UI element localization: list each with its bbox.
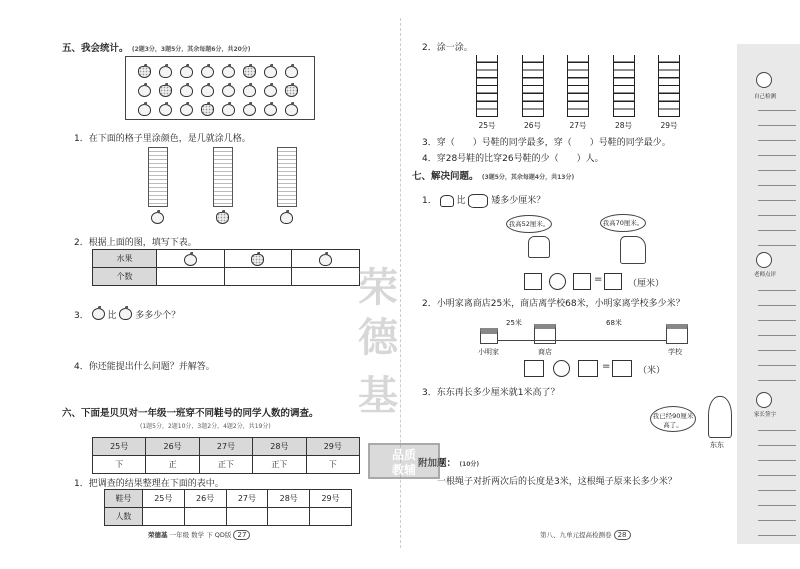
page-number-left: 27 bbox=[233, 530, 250, 540]
extra-score: (10分) bbox=[459, 461, 480, 468]
side-writing-line bbox=[758, 185, 796, 186]
side-writing-line bbox=[758, 125, 796, 126]
check-self-icon bbox=[756, 72, 772, 88]
strawberry-icon bbox=[285, 85, 298, 97]
peach-icon bbox=[222, 104, 235, 116]
peach-icon bbox=[285, 104, 298, 116]
eq2-equals: = bbox=[602, 361, 611, 372]
deer-small-icon bbox=[440, 195, 454, 207]
apple-icon bbox=[159, 104, 172, 116]
apple-icon bbox=[151, 212, 164, 224]
watermark-stamp bbox=[368, 443, 440, 479]
side-writing-line bbox=[758, 350, 796, 351]
shoe-size-2: 27号 bbox=[226, 490, 268, 508]
s6-question-1: 1．把调查的结果整理在下面的表中。 bbox=[74, 479, 224, 489]
badge-self-check: 自己检测 bbox=[753, 94, 776, 100]
eq1-unit: （厘米） bbox=[628, 279, 665, 289]
tally-mark-3: 正下 bbox=[253, 456, 306, 474]
house-icon bbox=[480, 328, 498, 344]
eq1-equals: = bbox=[594, 274, 603, 285]
shop-icon bbox=[534, 324, 556, 344]
apple-icon bbox=[201, 66, 214, 78]
person-dongdong: 东东 bbox=[710, 441, 724, 449]
eq1-result-box[interactable] bbox=[604, 273, 622, 290]
s5-question-1: 1．在下面的格子里涂颜色，是几就涂几格。 bbox=[74, 134, 251, 144]
ladder-column-0[interactable] bbox=[476, 55, 498, 117]
apple-icon bbox=[180, 104, 193, 116]
extra-title: 附加题： (10分) bbox=[418, 458, 480, 469]
tally-size-4: 29号 bbox=[306, 438, 359, 456]
r-question-2: 2．涂一涂。 bbox=[422, 43, 473, 53]
footer-brand: 荣德基 bbox=[148, 531, 168, 539]
footer-text: 一年级 数学 下 QD版 bbox=[169, 531, 232, 539]
peach-icon bbox=[319, 254, 332, 266]
section6-score: (1题5分，2题10分，3题2分，4题2分，共19分) bbox=[140, 423, 271, 430]
right-footer bbox=[540, 530, 631, 540]
section6-title: 六、下面是贝贝对一年级一班穿不同鞋号的同学人数的调查。 bbox=[62, 408, 319, 419]
shoe-size-0: 25号 bbox=[142, 490, 184, 508]
side-writing-line bbox=[758, 305, 796, 306]
peach-icon bbox=[180, 66, 193, 78]
tally-mark-2: 正下 bbox=[199, 456, 252, 474]
shoe-count-input-0[interactable] bbox=[142, 508, 184, 526]
ladder-label-2: 27号 bbox=[569, 121, 587, 130]
section7-title: 七、解决问题。 (3题5分，其余每题4分，共13分) bbox=[412, 171, 575, 182]
side-writing-line bbox=[758, 505, 796, 506]
place-shop: 商店 bbox=[538, 348, 552, 356]
footer-text-right: 第八、九单元提高检测卷 bbox=[540, 531, 612, 539]
eq1-box-2[interactable] bbox=[573, 273, 591, 290]
ladder-label-3: 28号 bbox=[614, 121, 633, 130]
r-question-4: 4．穿28号鞋的比穿26号鞋的少（ ）人。 bbox=[422, 154, 604, 164]
parent-icon bbox=[756, 392, 772, 408]
distance-68: 68米 bbox=[606, 319, 622, 327]
ladder-label-4: 29号 bbox=[660, 121, 678, 130]
left-footer bbox=[148, 530, 250, 540]
s7-question-3: 3．东东再长多少厘米就1米高了？ bbox=[422, 388, 560, 398]
eq2-operator-circle[interactable] bbox=[553, 360, 570, 377]
s5-question-4: 4．你还能提出什么问题？并解答。 bbox=[74, 362, 215, 372]
speech-bubble-70: 我高70厘米。 bbox=[600, 214, 646, 232]
side-writing-line bbox=[758, 245, 796, 246]
apple-icon bbox=[138, 85, 151, 97]
strawberry-icon bbox=[159, 85, 172, 97]
ladder-label-0: 25号 bbox=[478, 121, 496, 130]
s7-question-2: 2．小明家离商店25米，商店离学校68米，小明家离学校多少米？ bbox=[422, 299, 685, 309]
peach-icon bbox=[159, 66, 172, 78]
speech-bubble-52: 我高52厘米。 bbox=[506, 215, 552, 233]
tally-size-2: 27号 bbox=[199, 438, 252, 456]
side-writing-line bbox=[758, 535, 796, 536]
side-writing-line bbox=[758, 230, 796, 231]
strawberry-icon bbox=[201, 104, 214, 116]
peach-icon bbox=[243, 85, 256, 97]
tally-mark-1: 正 bbox=[146, 456, 199, 474]
shoe-size-table bbox=[104, 489, 352, 526]
extra-question: 一根绳子对折两次后的长度是3米，这根绳子原来长多少米？ bbox=[437, 477, 677, 487]
shoe-size-4: 29号 bbox=[310, 490, 352, 508]
teacher-icon bbox=[756, 252, 772, 268]
eq2-box-1[interactable] bbox=[524, 360, 544, 377]
speech-bubble-90: 我已经90厘米高了。 bbox=[650, 406, 696, 432]
peach-icon bbox=[285, 66, 298, 78]
color-column-strawberry[interactable] bbox=[213, 147, 233, 207]
stamp-line-2: 教辅 bbox=[391, 463, 416, 477]
large-deer-icon bbox=[620, 236, 646, 264]
ladder-column-3[interactable] bbox=[613, 55, 635, 117]
apple-icon bbox=[243, 104, 256, 116]
tally-size-1: 26号 bbox=[146, 438, 199, 456]
table-input-peach[interactable] bbox=[292, 268, 360, 286]
peach-icon bbox=[119, 308, 132, 320]
strawberry-icon bbox=[138, 66, 151, 78]
side-writing-line bbox=[758, 380, 796, 381]
side-writing-line bbox=[758, 445, 796, 446]
apple-icon bbox=[264, 85, 277, 97]
side-writing-line bbox=[758, 460, 796, 461]
s5-question-2: 2．根据上面的图，填写下表。 bbox=[74, 238, 197, 248]
table-cell-apple bbox=[157, 250, 225, 268]
side-writing-line bbox=[758, 290, 796, 291]
watermark-char-3: 基 bbox=[358, 372, 398, 419]
shoe-size-3: 28号 bbox=[268, 490, 310, 508]
eq1-box-1[interactable] bbox=[524, 273, 542, 290]
tally-size-3: 28号 bbox=[253, 438, 306, 456]
boy-icon bbox=[708, 396, 732, 438]
strawberry-icon bbox=[251, 254, 264, 266]
deer-large-icon bbox=[468, 194, 488, 208]
side-writing-line bbox=[758, 155, 796, 156]
distance-25: 25米 bbox=[506, 319, 522, 327]
eq2-box-2[interactable] bbox=[578, 360, 598, 377]
watermark-char-1: 荣 bbox=[358, 264, 398, 311]
tally-mark-4: 下 bbox=[306, 456, 359, 474]
badge-parent: 家长签字 bbox=[753, 412, 776, 418]
shoe-count-input-4[interactable] bbox=[310, 508, 352, 526]
badge-teacher: 老师点评 bbox=[753, 272, 776, 278]
shoe-size-1: 26号 bbox=[184, 490, 226, 508]
peach-icon bbox=[138, 104, 151, 116]
side-writing-line bbox=[758, 490, 796, 491]
shoe-count-input-3[interactable] bbox=[268, 508, 310, 526]
side-writing-line bbox=[758, 140, 796, 141]
eq2-unit: （米） bbox=[638, 366, 666, 376]
peach-icon bbox=[264, 66, 277, 78]
ladder-column-2[interactable] bbox=[567, 55, 589, 117]
strawberry-icon bbox=[216, 212, 229, 224]
side-writing-line bbox=[758, 475, 796, 476]
r-question-3: 3．穿（ ）号鞋的同学最多，穿（ ）号鞋的同学最少。 bbox=[422, 138, 671, 148]
table-cell-peach bbox=[292, 250, 360, 268]
peach-icon bbox=[180, 85, 193, 97]
eq1-operator-circle[interactable] bbox=[549, 273, 566, 290]
table-input-strawberry[interactable] bbox=[224, 268, 292, 286]
table-head-fruit: 水果 bbox=[93, 250, 157, 268]
color-column-apple[interactable] bbox=[148, 147, 168, 207]
page-number-right: 28 bbox=[614, 530, 631, 540]
place-school: 学校 bbox=[668, 348, 682, 356]
side-writing-line bbox=[758, 365, 796, 366]
strawberry-icon bbox=[243, 66, 256, 78]
section5-score: (2题3分，3题5分，其余每题6分，共20分) bbox=[131, 46, 251, 53]
side-writing-line bbox=[758, 200, 796, 201]
side-writing-line bbox=[758, 320, 796, 321]
small-deer-icon bbox=[528, 236, 550, 258]
peach-icon bbox=[201, 85, 214, 97]
apple-icon bbox=[184, 254, 197, 266]
apple-icon bbox=[92, 308, 105, 320]
side-panel bbox=[737, 44, 800, 544]
side-writing-line bbox=[758, 520, 796, 521]
school-icon bbox=[666, 324, 688, 344]
side-writing-line bbox=[758, 215, 796, 216]
fruit-count-table bbox=[92, 249, 360, 286]
tally-mark-0: 下 bbox=[93, 456, 146, 474]
section5-title: 五、我会统计。 (2题3分，3题5分，其余每题6分，共20分) bbox=[62, 43, 251, 54]
table2-row-label: 人数 bbox=[105, 508, 143, 526]
eq2-result-box[interactable] bbox=[612, 360, 632, 377]
table-input-apple[interactable] bbox=[157, 268, 225, 286]
shoe-count-input-1[interactable] bbox=[184, 508, 226, 526]
color-column-peach[interactable] bbox=[277, 147, 297, 207]
table2-head: 鞋号 bbox=[105, 490, 143, 508]
watermark-char-2: 德 bbox=[358, 314, 398, 361]
table-head-count: 个数 bbox=[93, 268, 157, 286]
section7-score: (3题5分，其余每题4分，共13分) bbox=[481, 174, 575, 181]
side-writing-line bbox=[758, 430, 796, 431]
apple-icon bbox=[222, 85, 235, 97]
side-writing-line bbox=[758, 335, 796, 336]
place-home: 小明家 bbox=[478, 348, 499, 356]
peach-icon bbox=[280, 212, 293, 224]
ladder-label-1: 26号 bbox=[523, 121, 542, 130]
shoe-count-input-2[interactable] bbox=[226, 508, 268, 526]
s7-question-1: 1． 比 矮多少厘米？ bbox=[422, 193, 545, 208]
table-cell-strawberry bbox=[224, 250, 292, 268]
tally-size-0: 25号 bbox=[93, 438, 146, 456]
side-writing-line bbox=[758, 170, 796, 171]
s5-question-3: 3． 比 多多少个？ bbox=[74, 306, 180, 321]
apple-icon bbox=[222, 66, 235, 78]
tally-table bbox=[92, 437, 360, 474]
ladder-column-4[interactable] bbox=[658, 55, 680, 117]
side-writing-line bbox=[758, 110, 796, 111]
ladder-column-1[interactable] bbox=[522, 55, 544, 117]
stamp-line-1: 品质 bbox=[391, 448, 416, 462]
route-line bbox=[498, 340, 666, 341]
apple-icon bbox=[264, 104, 277, 116]
